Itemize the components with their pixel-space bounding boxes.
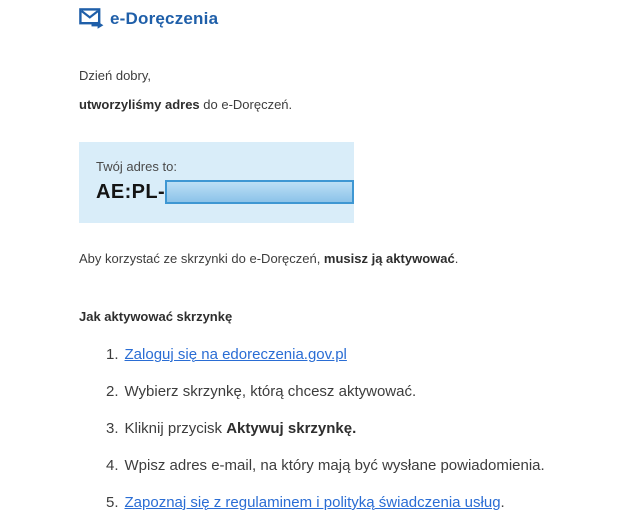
step-item-5: [106, 494, 622, 511]
step-text: Wpisz adres e-mail, na który mają być wysłane powiadomienia.: [124, 457, 545, 474]
step-number: 4.: [106, 457, 119, 474]
intro-bold-text: utworzyliśmy adres: [79, 97, 200, 112]
step-item-3: [106, 420, 622, 437]
terms-policy-link[interactable]: Zapoznaj się z regulaminem i polityką świadczenia usług: [124, 494, 501, 511]
activation-note: [79, 251, 622, 266]
step-number: 1.: [106, 346, 119, 363]
brand-header: [79, 6, 622, 32]
step-text: Kliknij przycisk: [124, 420, 227, 437]
intro-rest-text: do e-Doręczeń.: [199, 97, 293, 112]
address-prefix: AE:PL-: [96, 181, 166, 203]
step-suffix: .: [500, 494, 505, 511]
login-edoreczenia-link[interactable]: Zaloguj się na edoreczenia.gov.pl: [124, 346, 347, 363]
steps-list: [79, 346, 622, 511]
step-item-1: [106, 346, 622, 363]
step-item-2: [106, 383, 622, 400]
brand-title: e-Doręczenia: [110, 9, 219, 28]
activation-suffix: .: [454, 251, 459, 266]
step-item-4: [106, 457, 622, 474]
intro-text: [79, 97, 622, 112]
address-label: Twój adres to:: [96, 159, 177, 174]
step-number: 5.: [106, 494, 119, 511]
step-number: 3.: [106, 420, 119, 437]
activation-normal-text: Aby korzystać ze skrzynki do e-Doręczeń,: [79, 251, 324, 266]
step-number: 2.: [106, 383, 119, 400]
greeting-text: Dzień dobry,: [79, 68, 152, 83]
activation-bold-text: musisz ją aktywować: [323, 251, 455, 266]
step-bold-text: Aktywuj skrzynkę.: [226, 420, 357, 437]
address-box: [79, 142, 354, 223]
address-line: [96, 180, 354, 204]
steps-heading: Jak aktywować skrzynkę: [79, 309, 233, 324]
envelope-arrow-icon: [79, 7, 104, 31]
step-text: Wybierz skrzynkę, którą chcesz aktywować.: [124, 383, 417, 400]
redacted-address-bar: [165, 180, 354, 204]
